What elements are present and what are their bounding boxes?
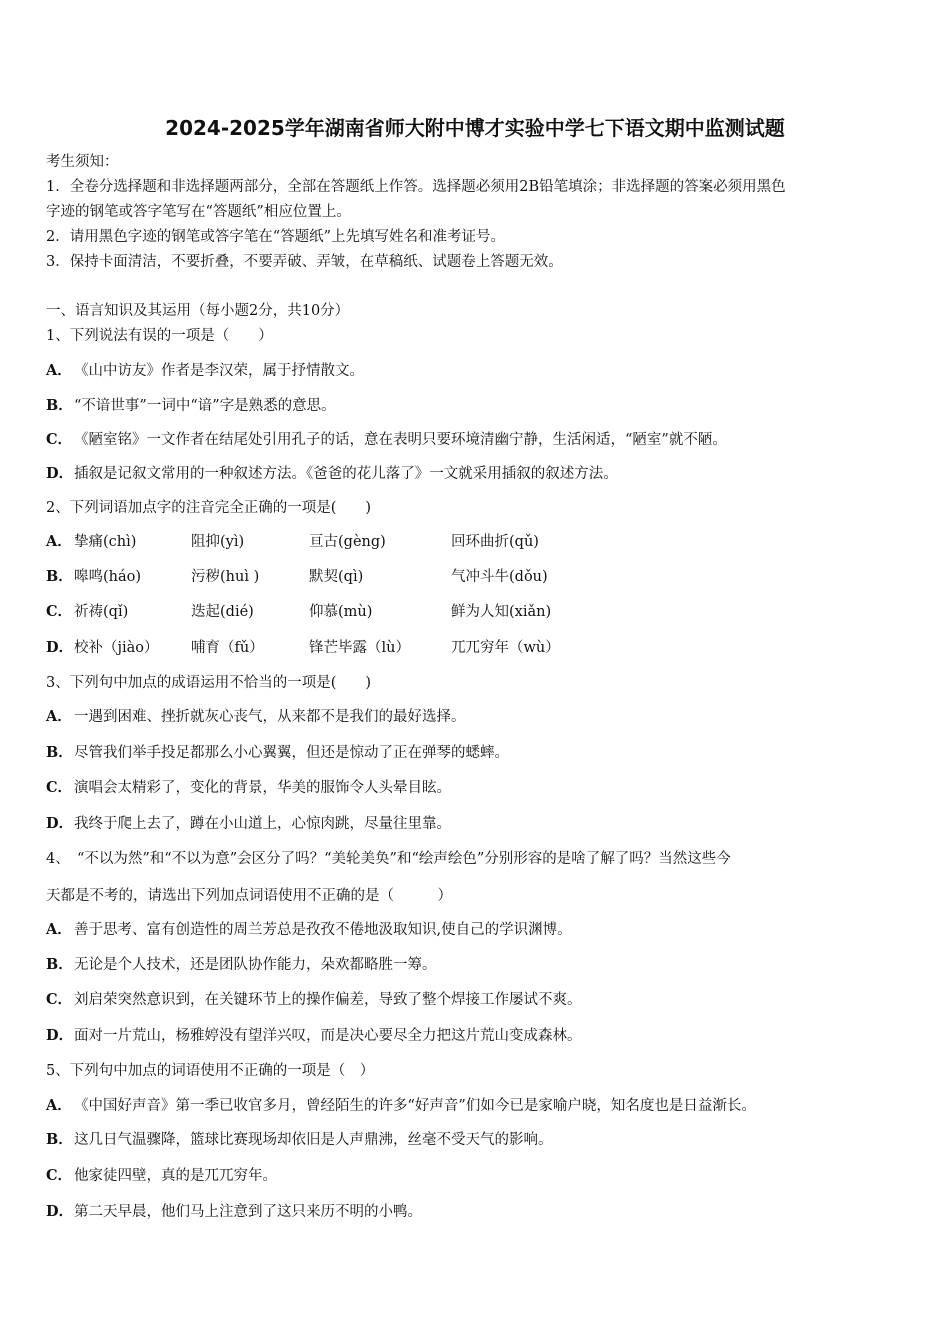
question-5-option-a xyxy=(46,1096,756,1116)
question-4-stem-line-2: 天都是不考的，请选出下列加点词语使用不正确的是（ ） xyxy=(46,888,452,904)
question-2-stem: 2、下列词语加点字的注音完全正确的一项是( ) xyxy=(46,500,372,516)
option-label: A． xyxy=(46,921,72,938)
question-3-stem: 3、下列句中加点的成语运用不恰当的一项是( ) xyxy=(46,675,372,691)
question-2-row-b-item-2: 污秽(huì ) xyxy=(191,569,260,585)
question-5-option-d xyxy=(46,1202,422,1222)
option-label: D． xyxy=(46,465,74,482)
option-label: B． xyxy=(46,397,73,414)
question-1-option-b xyxy=(46,396,336,416)
option-text: 他家徒四壁，真的是兀兀穷年。 xyxy=(74,1168,277,1184)
notice-heading: 考生须知： xyxy=(46,154,119,170)
section-heading: 一、语言知识及其运用（每小题2分，共10分） xyxy=(46,303,350,319)
question-2-row-a-item-2: 阻抑(yì) xyxy=(191,534,245,550)
question-2-row-a-label: A． xyxy=(46,533,72,550)
option-text: 第二天早晨，他们马上注意到了这只来历不明的小鸭。 xyxy=(74,1204,422,1220)
question-5-option-b xyxy=(46,1130,553,1150)
option-label: C． xyxy=(46,431,73,448)
option-text: 《中国好声音》第一季已收官多月，曾经陌生的许多“好声音”们如今已是家喻户晓，知名度也是日益渐长。 xyxy=(74,1098,756,1114)
question-2-row-b-label: B． xyxy=(46,568,73,585)
question-2-row-b-item-4: 气冲斗牛(dǒu) xyxy=(451,569,548,585)
question-2-row-c-item-2: 迭起(dié) xyxy=(191,604,254,620)
option-text: 无论是个人技术，还是团队协作能力，朵欢都略胜一筹。 xyxy=(74,957,437,973)
option-label: A． xyxy=(46,1097,72,1114)
page-title: 2024-2025学年湖南省师大附中博才实验中学七下语文期中监测试题 xyxy=(165,116,785,140)
option-text: 面对一片荒山，杨雅婷没有望洋兴叹，而是决心要尽全力把这片荒山变成森林。 xyxy=(74,1028,582,1044)
question-2-row-c-label: C． xyxy=(46,603,73,620)
option-label: C． xyxy=(46,991,73,1008)
option-text: 一遇到困难、挫折就灰心丧气，从来都不是我们的最好选择。 xyxy=(74,709,466,725)
option-label: D． xyxy=(46,1027,74,1044)
question-3-option-d xyxy=(46,814,451,834)
question-2-row-c-item-4: 鲜为人知(xiǎn) xyxy=(451,604,552,620)
option-text: 这几日气温骤降，篮球比赛现场却依旧是人声鼎沸，丝毫不受天气的影响。 xyxy=(74,1132,553,1148)
question-4-option-a xyxy=(46,920,572,940)
option-label: B． xyxy=(46,1131,73,1148)
option-text: 演唱会太精彩了，变化的背景，华美的服饰令人头晕目眩。 xyxy=(74,780,451,796)
question-3-option-a xyxy=(46,707,466,727)
option-label: B． xyxy=(46,956,73,973)
option-text: 我终于爬上去了，蹲在小山道上，心惊肉跳，尽量往里靠。 xyxy=(74,816,451,832)
question-2-row-a-item-1: 挚痛(chì) xyxy=(74,534,137,550)
question-3-option-b xyxy=(46,743,509,763)
question-5-stem: 5、下列句中加点的词语使用不正确的一项是（ ） xyxy=(46,1063,375,1079)
question-1-stem: 1、下列说法有误的一项是（ ） xyxy=(46,328,273,344)
question-2-row-b-item-3: 默契(qì) xyxy=(309,569,364,585)
option-text: 尽管我们举手投足都那么小心翼翼，但还是惊动了正在弹琴的蟋蟀。 xyxy=(74,745,509,761)
question-2-row-a-item-3: 亘古(gèng) xyxy=(309,534,386,550)
option-label: A． xyxy=(46,362,72,379)
option-text: “不谙世事”一词中“谙”字是熟悉的意思。 xyxy=(74,398,336,414)
question-1-option-a xyxy=(46,361,364,381)
question-2-row-d-label: D． xyxy=(46,639,74,656)
question-3-option-c xyxy=(46,778,451,798)
question-5-option-c xyxy=(46,1166,277,1186)
question-2-row-d-item-1: 校补（jiào） xyxy=(74,640,159,656)
question-1-option-c xyxy=(46,430,727,450)
question-4-stem-line-1: 4、 “不以为然”和“不以为意”会区分了吗？“美轮美奂”和“绘声绘色”分别形容的是啥了解了吗？当然这些今 xyxy=(46,851,731,867)
option-text: 刘启荣突然意识到，在关键环节上的操作偏差，导致了整个焊接工作屡试不爽。 xyxy=(74,992,582,1008)
option-text: 善于思考、富有创造性的周兰芳总是孜孜不倦地汲取知识,使自己的学识渊博。 xyxy=(74,922,572,938)
question-4-option-b xyxy=(46,955,437,975)
question-2-row-a-item-4: 回环曲折(qǔ) xyxy=(451,534,539,550)
option-text: 《陋室铭》一文作者在结尾处引用孔子的话，意在表明只要环境清幽宁静，生活闲适，“陋室”就不陋。 xyxy=(74,432,727,448)
question-2-row-c-item-1: 祈祷(qǐ) xyxy=(74,604,129,620)
option-label: A． xyxy=(46,708,72,725)
question-2-row-d-item-4: 兀兀穷年（wù） xyxy=(451,640,560,656)
notice-line-1: 1．全卷分选择题和非选择题两部分，全部在答题纸上作答。选择题必须用2B铅笔填涂；非选择题的答案必须用黑色 xyxy=(46,179,786,195)
option-label: D． xyxy=(46,1203,74,1220)
option-label: B． xyxy=(46,744,73,761)
notice-line-2: 字迹的钢笔或答字笔写在“答题纸”相应位置上。 xyxy=(46,204,351,220)
notice-line-3: 2．请用黑色字迹的钢笔或答字笔在“答题纸”上先填写姓名和准考证号。 xyxy=(46,229,506,245)
question-4-option-d xyxy=(46,1026,582,1046)
question-1-option-d xyxy=(46,464,618,484)
option-label: C． xyxy=(46,1167,73,1184)
notice-line-4: 3．保持卡面清洁，不要折叠，不要弄破、弄皱，在草稿纸、试题卷上答题无效。 xyxy=(46,254,563,270)
question-2-row-d-item-3: 锋芒毕露（lù） xyxy=(309,640,410,656)
question-2-row-b-item-1: 嗥鸣(háo) xyxy=(74,569,142,585)
option-label: C． xyxy=(46,779,73,796)
option-text: 《山中访友》作者是李汉荣，属于抒情散文。 xyxy=(74,363,364,379)
option-label: D． xyxy=(46,815,74,832)
question-4-option-c xyxy=(46,990,582,1010)
question-2-row-c-item-3: 仰慕(mù) xyxy=(309,604,373,620)
question-2-row-d-item-2: 哺育（fǔ） xyxy=(191,640,264,656)
option-text: 插叙是记叙文常用的一种叙述方法。《爸爸的花儿落了》一文就采用插叙的叙述方法。 xyxy=(74,466,618,482)
